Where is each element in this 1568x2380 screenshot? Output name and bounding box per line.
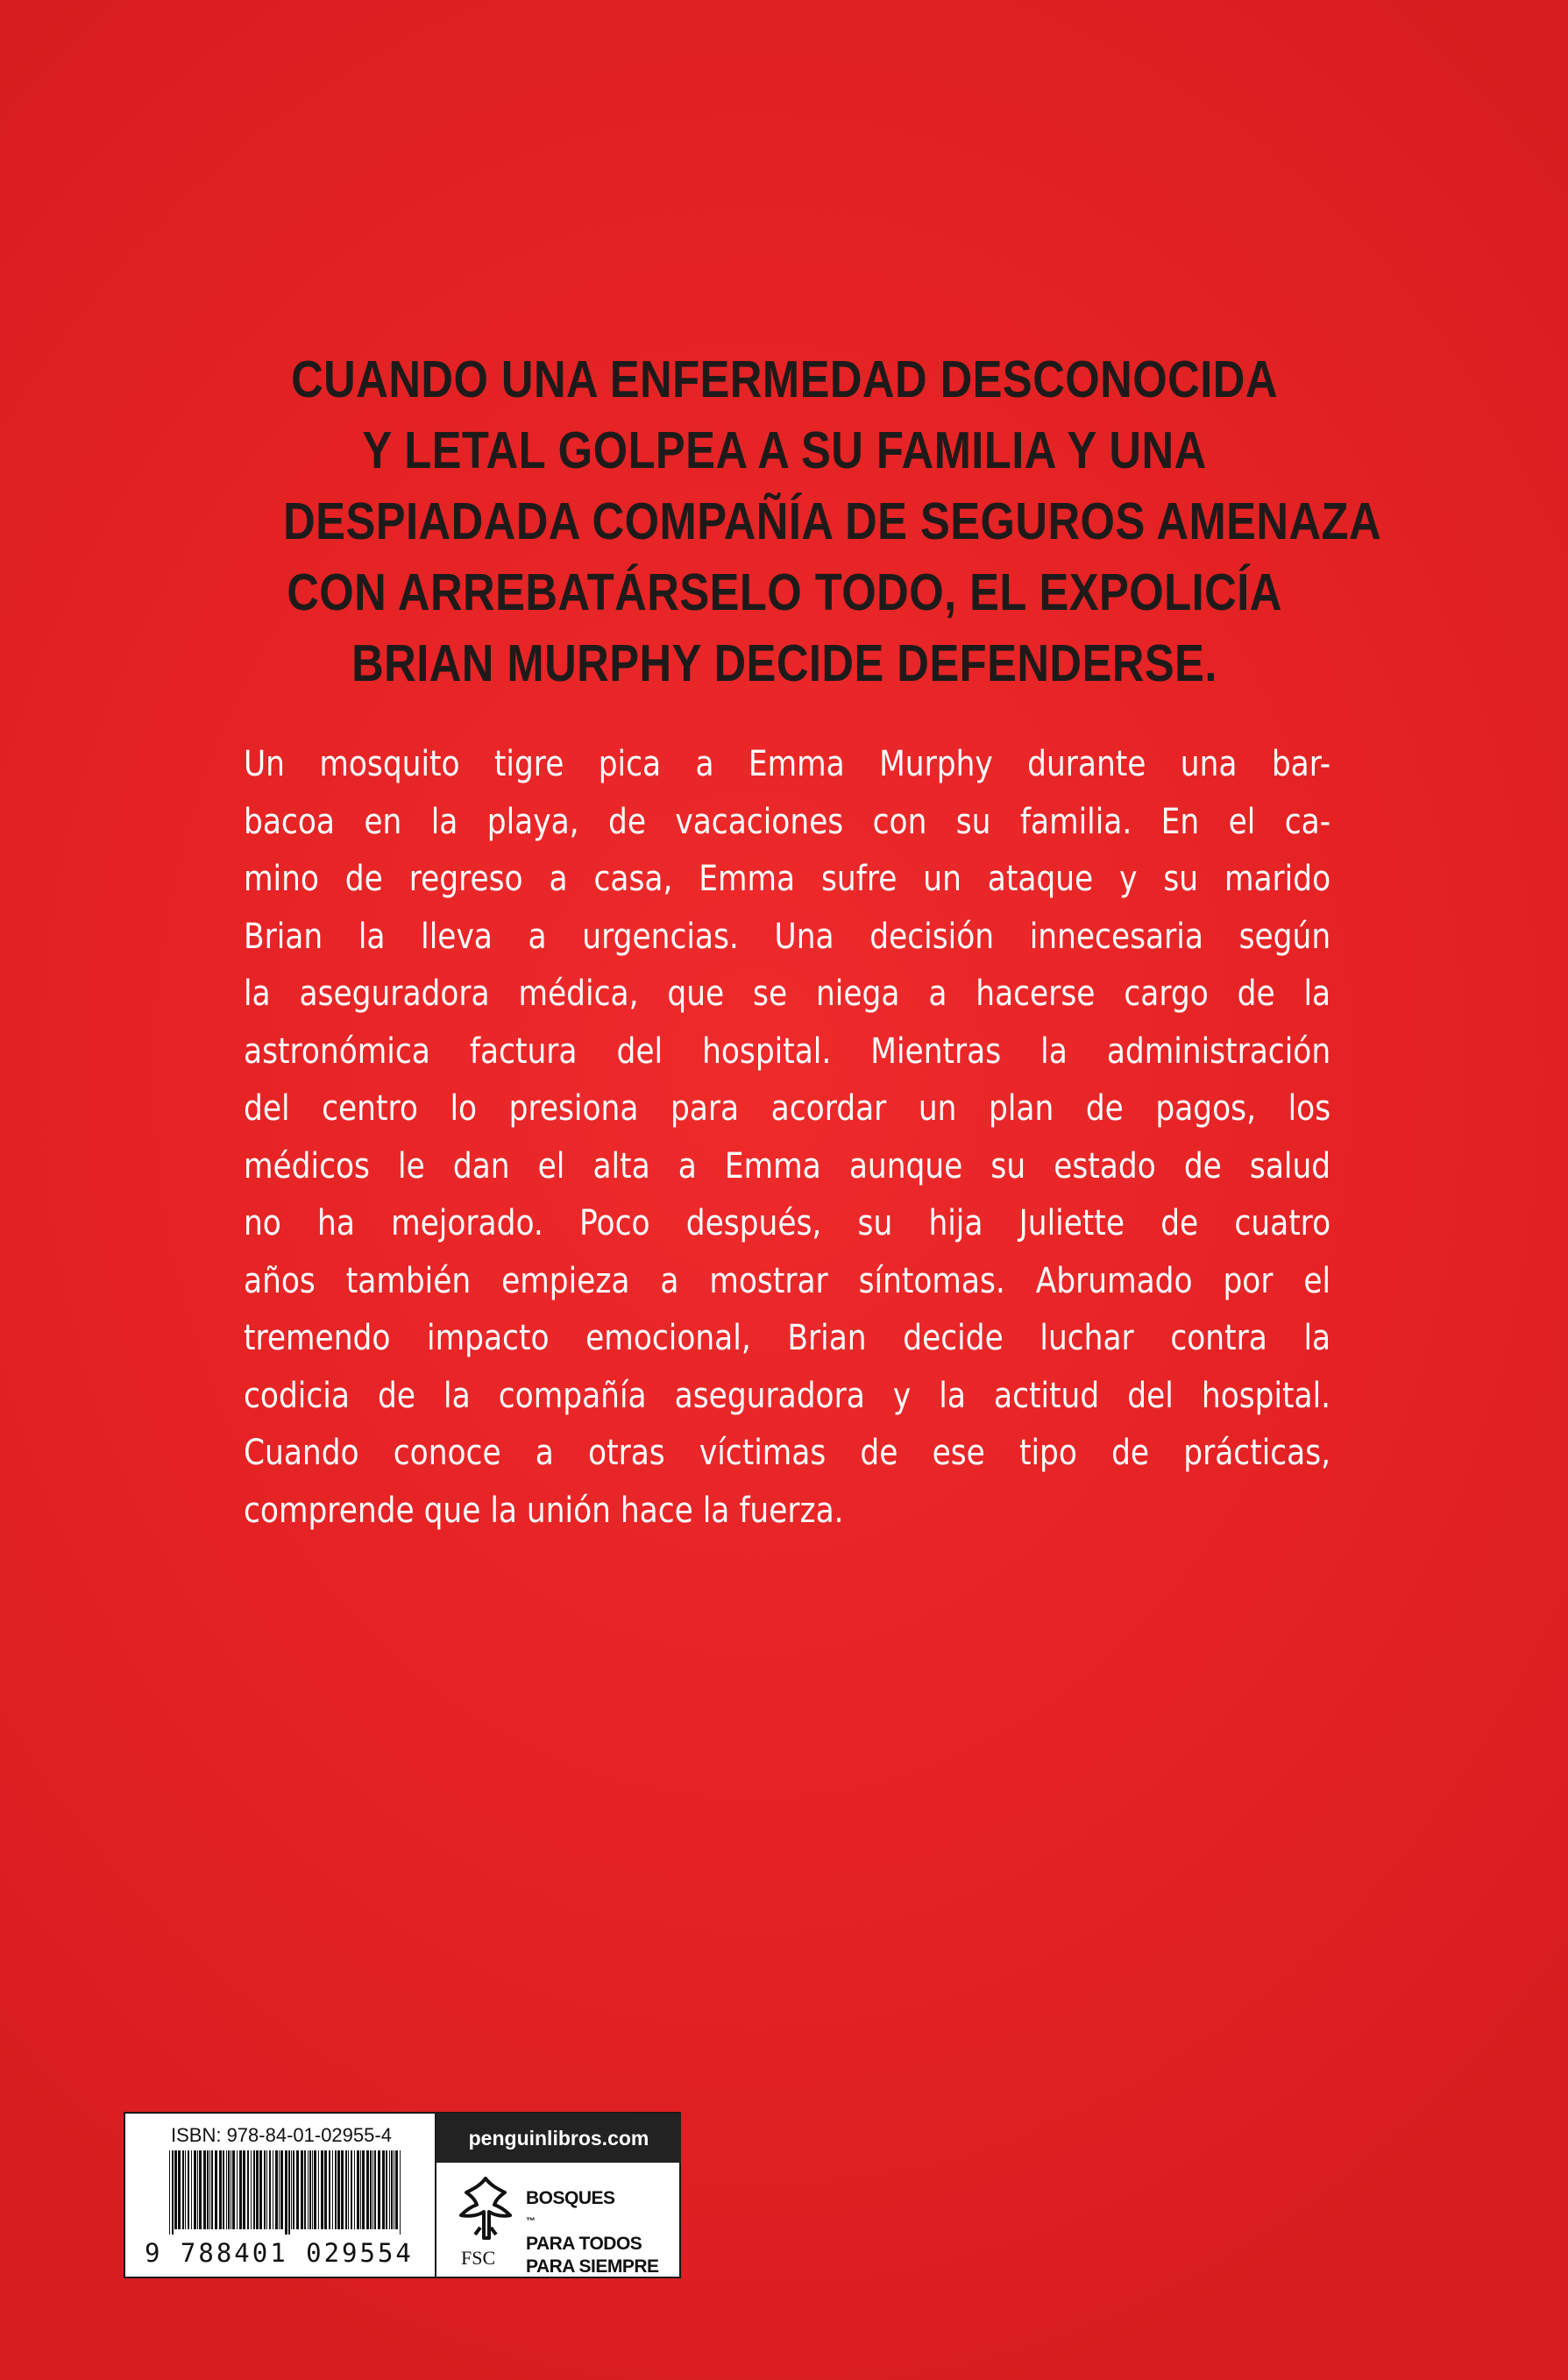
headline-line: BRIAN MURPHY DECIDE DEFENDERSE. (351, 634, 1217, 692)
barcode-bar (285, 2150, 287, 2235)
barcode-bar (228, 2150, 230, 2229)
barcode-bar (366, 2150, 369, 2229)
barcode-bar (386, 2150, 387, 2229)
fsc-logo-label: FSC (461, 2247, 496, 2269)
barcode-bar (264, 2150, 266, 2229)
headline-line: CUANDO UNA ENFERMEDAD DESCONOCIDA (291, 351, 1278, 408)
synopsis-line: tremendo impacto emocional, Brian decide luchar contra la (244, 1318, 1331, 1358)
headline-line: Y LETAL GOLPEA A SU FAMILIA Y UNA (362, 421, 1207, 479)
barcode-bar (309, 2150, 311, 2229)
barcode-bar (209, 2150, 210, 2229)
barcode-bar (247, 2150, 249, 2229)
headline-line: DESPIADADA COMPAÑÍA DE SEGUROS AMENAZA (283, 492, 1382, 550)
barcode-bar (400, 2150, 401, 2235)
barcode-bar (188, 2150, 189, 2229)
barcode-bar (372, 2150, 373, 2229)
barcode-bar (351, 2150, 352, 2229)
barcode-bar (174, 2150, 177, 2229)
barcode-bar (324, 2150, 327, 2229)
synopsis-line: del centro lo presiona para acordar un plan de pagos, los (244, 1088, 1331, 1129)
barcode-bar (194, 2150, 196, 2229)
barcode-bar (223, 2150, 224, 2229)
barcode-bar (354, 2150, 355, 2229)
synopsis-line: Brian la lleva a urgencias. Una decisión innecesaria según (244, 916, 1331, 957)
barcode-bar (348, 2150, 349, 2229)
synopsis-line: codicia de la compañía aseguradora y la actitud del hospital. (244, 1375, 1331, 1416)
barcode-bar (219, 2150, 222, 2229)
headline-line: CON ARREBATÁRSELO TODO, EL EXPOLICÍA (287, 563, 1282, 621)
barcode-bar (280, 2150, 283, 2229)
synopsis-line: astronómica factura del hospital. Mientras la administración (244, 1031, 1331, 1072)
barcode-bar (178, 2150, 181, 2229)
synopsis-line: médicos le dan el alta a Emma aunque su estado de salud (244, 1145, 1331, 1186)
barcode-bar (197, 2150, 198, 2229)
barcode-bar (329, 2150, 330, 2229)
barcode-bar (293, 2150, 294, 2229)
fsc-slogan (526, 2187, 659, 2278)
barcode-bars (169, 2150, 404, 2235)
barcode-bar (275, 2150, 278, 2229)
barcode-bar (237, 2150, 238, 2229)
barcode-bar (357, 2150, 359, 2229)
barcode-bar (341, 2150, 344, 2229)
barcode-bar (266, 2150, 267, 2229)
isbn-barcode (125, 2114, 435, 2277)
barcode-bar (345, 2150, 347, 2229)
barcode-bar (337, 2150, 340, 2229)
isbn-label: ISBN: 978-84-01-02955-4 (171, 2124, 392, 2146)
back-cover-headline (283, 344, 1382, 699)
barcode-panel (124, 2112, 681, 2278)
barcode-digits: 9 788401 029554 (145, 2238, 414, 2268)
synopsis-line: años también empieza a mostrar síntomas. Abrumado por el (244, 1260, 1331, 1301)
fsc-slogan-line: PARA TODOS (526, 2234, 642, 2254)
barcode-bar (239, 2150, 242, 2229)
trademark-mark: ™ (526, 2216, 536, 2227)
barcode-bar (288, 2150, 290, 2235)
barcode-bar (389, 2150, 390, 2229)
synopsis-text (244, 736, 1330, 1540)
barcode-bar (378, 2150, 380, 2229)
barcode-bar (374, 2150, 376, 2229)
barcode-bar (362, 2150, 365, 2229)
barcode-bar (211, 2150, 213, 2229)
barcode-bar (301, 2150, 303, 2229)
barcode-bar (191, 2150, 192, 2229)
barcode-bar (370, 2150, 372, 2229)
barcode-bar (232, 2150, 235, 2229)
barcode-bar (199, 2150, 202, 2229)
barcode-bar (207, 2150, 209, 2229)
synopsis-line: Un mosquito tigre pica a Emma Murphy durante una bar- (244, 744, 1331, 784)
barcode-bar (279, 2150, 280, 2229)
barcode-bar (253, 2150, 255, 2229)
barcode-bar (169, 2150, 170, 2235)
synopsis-line: Cuando conoce a otras víctimas de ese tipo de prácticas, (244, 1433, 1331, 1473)
barcode-bar (308, 2150, 309, 2229)
barcode-bar (256, 2150, 259, 2229)
barcode-bar (296, 2150, 299, 2229)
barcode-bar (312, 2150, 313, 2229)
fsc-slogan-line: PARA SIEMPRE (526, 2256, 659, 2277)
barcode-bar (243, 2150, 245, 2229)
barcode-bar (251, 2150, 252, 2229)
synopsis-line: bacoa en la playa, de vacaciones con su familia. En el ca- (244, 801, 1331, 842)
synopsis-line: la aseguradora médica, que se niega a hacerse cargo de la (244, 974, 1331, 1014)
publisher-website: penguinlibros.com (436, 2114, 681, 2163)
synopsis-line: comprende que la unión hace la fuerza. (244, 1490, 844, 1531)
barcode-bar (291, 2150, 292, 2229)
barcode-bar (314, 2150, 316, 2229)
barcode-bar (304, 2150, 306, 2229)
fsc-tree-icon (454, 2173, 517, 2243)
barcode-bar (182, 2150, 184, 2229)
barcode-bar (172, 2150, 174, 2235)
barcode-bar (226, 2150, 227, 2229)
barcode-bar (360, 2150, 361, 2229)
barcode-bar (332, 2150, 333, 2229)
barcode-bar (269, 2150, 271, 2229)
barcode-bar (391, 2150, 393, 2229)
synopsis-line: mino de regreso a casa, Emma sufre un ataque y su marido (244, 859, 1331, 899)
fsc-slogan-line: BOSQUES ™ (526, 2187, 659, 2233)
barcode-bar (335, 2150, 337, 2229)
barcode-bar (395, 2150, 398, 2229)
barcode-bar (382, 2150, 385, 2229)
barcode-bar (259, 2150, 262, 2229)
publisher-panel (435, 2114, 681, 2277)
barcode-bar (321, 2150, 323, 2229)
barcode-bar (318, 2150, 319, 2229)
barcode-bar (215, 2150, 217, 2229)
barcode-bar (185, 2150, 186, 2229)
synopsis-line: no ha mejorado. Poco después, su hija Juliette de cuatro (244, 1203, 1331, 1243)
barcode-bar (203, 2150, 206, 2229)
